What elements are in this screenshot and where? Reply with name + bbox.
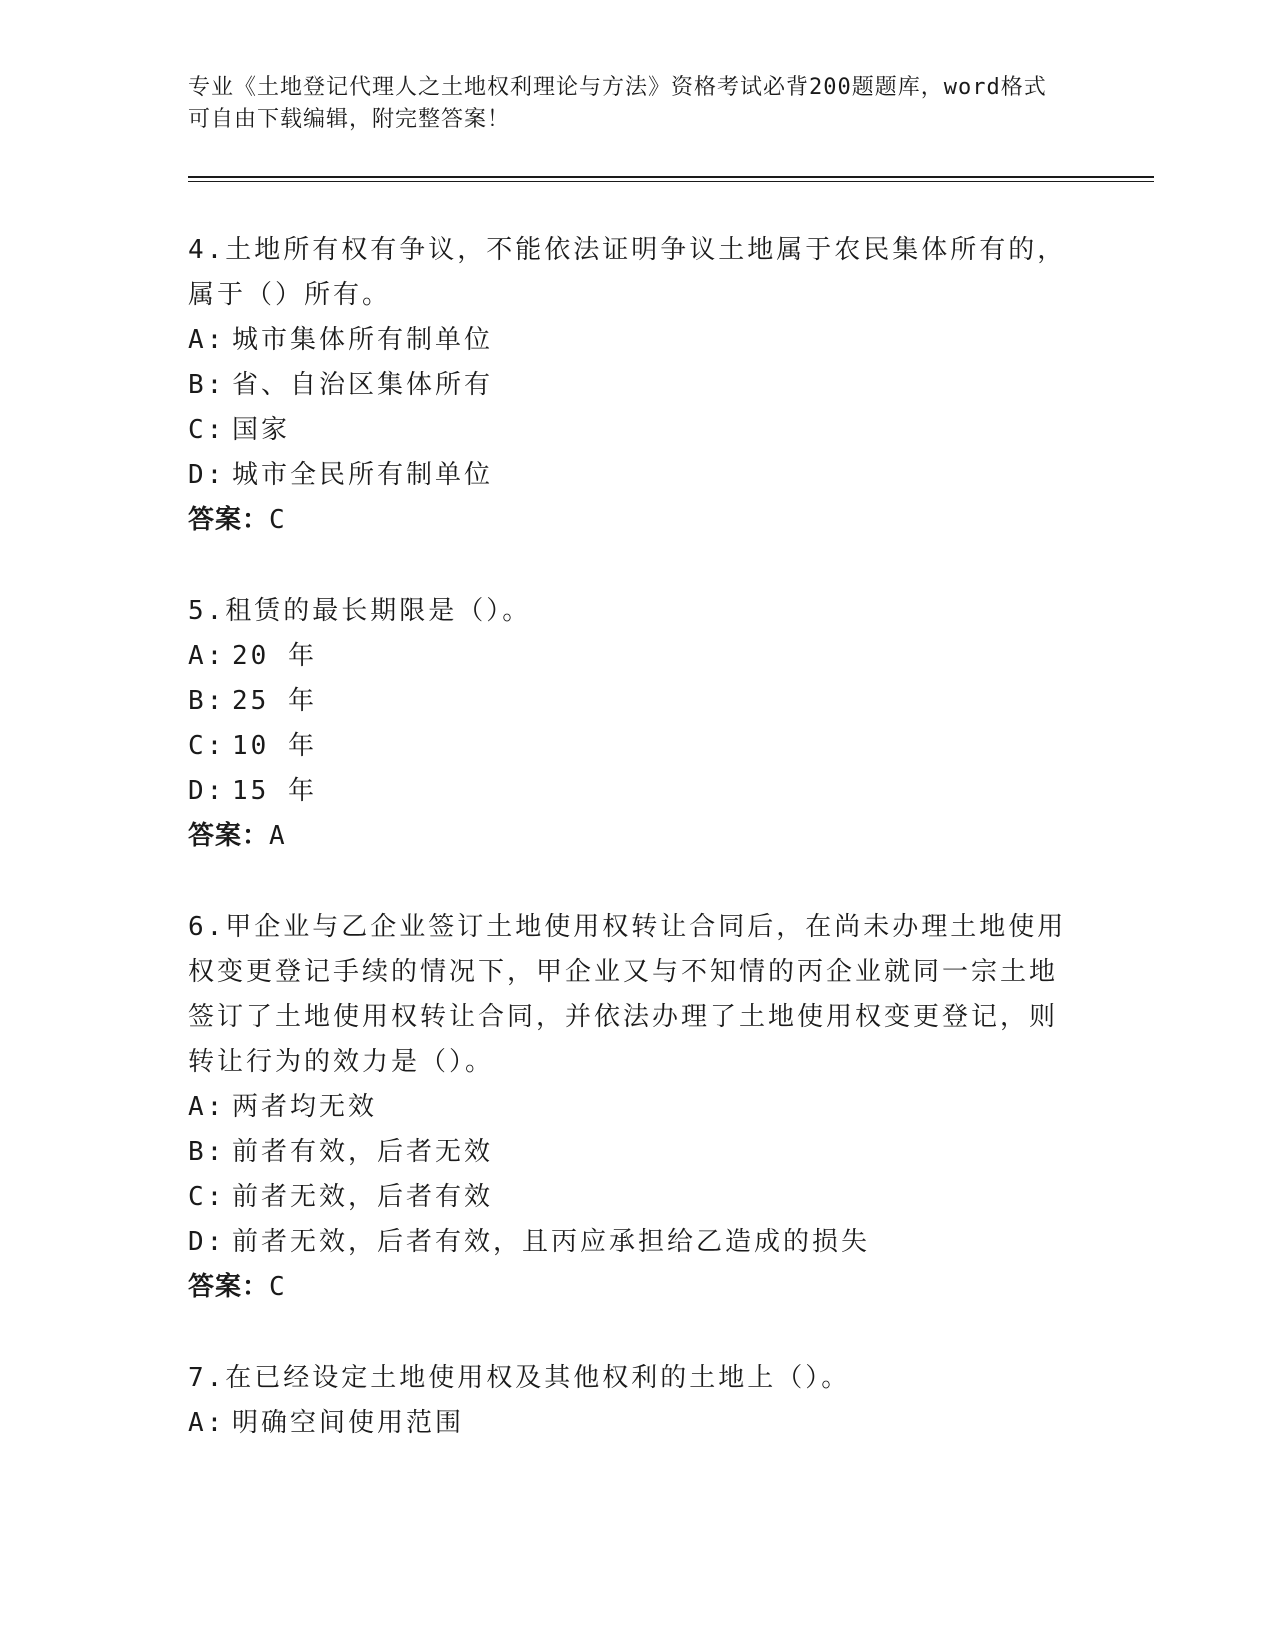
option-letter: D: bbox=[188, 1227, 226, 1257]
header-divider-thin bbox=[188, 181, 1154, 182]
answer-label: 答案： bbox=[188, 505, 270, 535]
question-stem: 4.土地所有权有争议，不能依法证明争议土地属于农民集体所有的，属于（）所有。 bbox=[188, 235, 1067, 310]
answer-line bbox=[188, 1265, 1148, 1310]
option-text: 前者无效，后者有效 bbox=[232, 1182, 494, 1212]
answer-value: C bbox=[269, 1272, 286, 1302]
answer-label: 答案： bbox=[188, 1272, 270, 1302]
option-d bbox=[188, 1220, 1148, 1265]
option-a bbox=[188, 1401, 1148, 1446]
option-a bbox=[188, 1085, 1148, 1130]
question-5 bbox=[188, 589, 1148, 859]
answer-line bbox=[188, 814, 1148, 859]
option-text: 前者有效，后者无效 bbox=[232, 1137, 494, 1167]
answer-value: C bbox=[269, 505, 286, 535]
option-letter: B: bbox=[188, 370, 226, 400]
option-letter: B: bbox=[188, 1137, 226, 1167]
option-letter: A: bbox=[188, 325, 226, 355]
header-divider-thick bbox=[188, 176, 1154, 178]
option-letter: C: bbox=[188, 1182, 226, 1212]
option-c bbox=[188, 724, 1148, 769]
answer-value: A bbox=[269, 821, 286, 851]
answer-label: 答案： bbox=[188, 821, 270, 851]
question-stem: 6.甲企业与乙企业签订土地使用权转让合同后，在尚未办理土地使用权变更登记手续的情况下，甲企业又与不知情的丙企业就同一宗土地签订了土地使用权转让合同，并依法办理了土地使用权变更登记，则转让行为的效力是（）。 bbox=[188, 912, 1067, 1077]
option-letter: A: bbox=[188, 641, 226, 671]
option-c bbox=[188, 1175, 1148, 1220]
option-letter: A: bbox=[188, 1408, 226, 1438]
option-text: 10 年 bbox=[232, 731, 317, 761]
question-4 bbox=[188, 228, 1148, 543]
option-b bbox=[188, 363, 1148, 408]
option-d bbox=[188, 769, 1148, 814]
option-text: 明确空间使用范围 bbox=[232, 1408, 465, 1438]
option-text: 25 年 bbox=[232, 686, 317, 716]
option-c bbox=[188, 408, 1148, 453]
document-header: 专业《土地登记代理人之土地权利理论与方法》资格考试必背200题题库，word格式可自由下载编辑，附完整答案！ bbox=[188, 75, 1047, 132]
option-d bbox=[188, 453, 1148, 498]
option-letter: C: bbox=[188, 415, 226, 445]
option-letter: C: bbox=[188, 731, 226, 761]
option-text: 前者无效，后者有效，且丙应承担给乙造成的损失 bbox=[232, 1227, 871, 1257]
option-letter: D: bbox=[188, 460, 226, 490]
option-text: 15 年 bbox=[232, 776, 317, 806]
option-text: 省、自治区集体所有 bbox=[232, 370, 494, 400]
option-text: 国家 bbox=[232, 415, 291, 445]
question-6 bbox=[188, 905, 1148, 1310]
option-b bbox=[188, 1130, 1148, 1175]
option-a bbox=[188, 634, 1148, 679]
option-a bbox=[188, 318, 1148, 363]
option-text: 城市全民所有制单位 bbox=[232, 460, 494, 490]
option-letter: A: bbox=[188, 1092, 226, 1122]
question-7 bbox=[188, 1356, 1148, 1446]
option-text: 城市集体所有制单位 bbox=[232, 325, 494, 355]
option-text: 20 年 bbox=[232, 641, 317, 671]
option-b bbox=[188, 679, 1148, 724]
option-text: 两者均无效 bbox=[232, 1092, 378, 1122]
option-letter: D: bbox=[188, 776, 226, 806]
option-letter: B: bbox=[188, 686, 226, 716]
question-stem: 5.租赁的最长期限是（）。 bbox=[188, 596, 532, 626]
question-stem: 7.在已经设定土地使用权及其他权利的土地上（）。 bbox=[188, 1363, 851, 1393]
document-page bbox=[188, 72, 1148, 1446]
answer-line bbox=[188, 498, 1148, 543]
